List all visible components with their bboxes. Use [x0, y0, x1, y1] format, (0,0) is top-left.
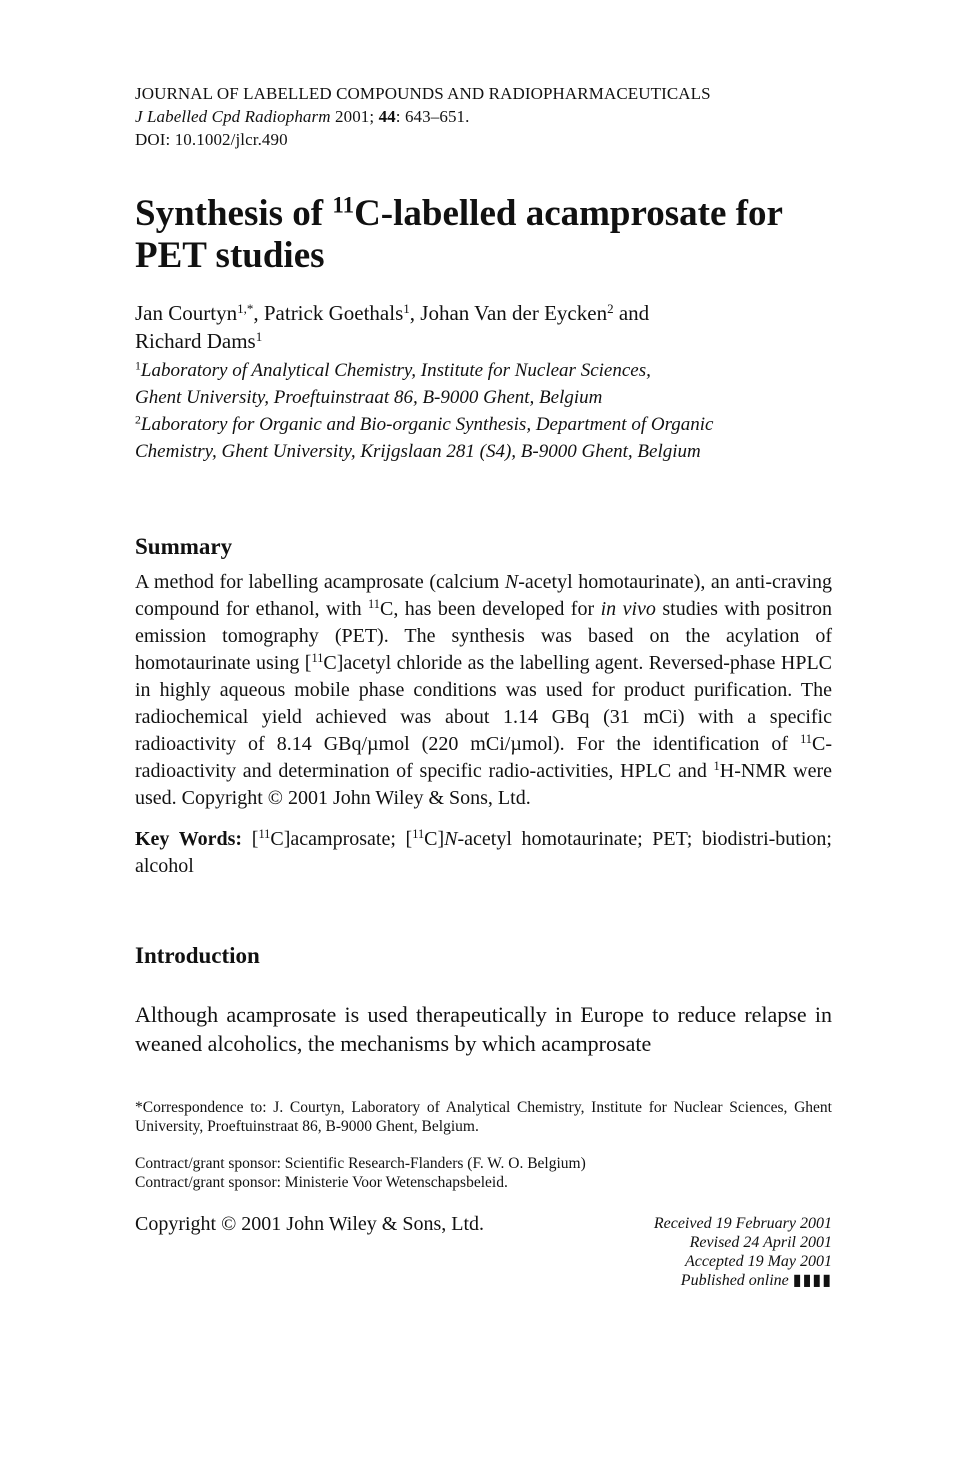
article-title — [135, 193, 832, 277]
published-marker: ▮▮▮▮ — [792, 1272, 832, 1289]
keywords — [135, 826, 832, 880]
affiliation-1-sup: 1 — [135, 359, 141, 373]
correspondence-note: *Correspondence to: J. Courtyn, Laboratory of Analytical Chemistry, Institute for Nuclear Sciences, Ghent University, Proeftuinstraat 86, B-9000 Ghent, Belgium. — [135, 1099, 832, 1135]
author-4: Richard Dams — [135, 329, 256, 353]
citation-pages: : 643–651. — [395, 107, 470, 126]
summary-sup: 1 — [713, 759, 720, 774]
summary-text — [135, 569, 832, 812]
keyword-seg: C] — [424, 828, 445, 850]
summary-seg: studies with positron emission tomography (PET). The synthesis was based on the acylation of homotaurinate using [ — [135, 598, 832, 674]
sponsor-note-2: Contract/grant sponsor: Ministerie Voor Wetenschapsbeleid. — [135, 1174, 508, 1191]
author-4-sup: 1 — [255, 328, 263, 344]
affiliation-2-line1: Laboratory for Organic and Bio-organic Synthesis, Department of Organic — [140, 414, 714, 435]
summary-seg: C-radioactivity and determination of specific radio-activities, HPLC and — [135, 733, 832, 782]
journal-name: JOURNAL OF LABELLED COMPOUNDS AND RADIOPHARMACEUTICALS — [135, 84, 711, 103]
citation-volume: 44 — [378, 107, 396, 126]
keyword-seg: -acetyl homotaurinate; PET; biodistri-bution; alcohol — [135, 828, 832, 877]
summary-sup: 11 — [311, 651, 324, 666]
summary-seg: -acetyl homotaurinate), an anti-craving compound for ethanol, with — [135, 571, 832, 620]
summary-seg: A method for labelling acamprosate (calcium — [135, 571, 505, 593]
published-label: Published online — [680, 1272, 793, 1289]
title-sup: 11 — [332, 192, 355, 218]
summary-seg-italic: N — [504, 571, 519, 593]
keyword-seg-italic: N — [444, 828, 458, 850]
footnotes — [135, 1098, 832, 1192]
keyword-sup: 11 — [258, 827, 271, 842]
affiliation-2-sup: 2 — [135, 413, 141, 427]
introduction-text: Although acamprosate is used therapeutically in Europe to reduce relapse in weaned alcoholics, the mechanisms by which acamprosate — [135, 1002, 832, 1056]
page-footer — [135, 1212, 832, 1302]
copyright: Copyright © 2001 John Wiley & Sons, Ltd. — [135, 1213, 485, 1235]
title-part1: Synthesis of — [135, 193, 333, 234]
summary-seg: H-NMR were used. Copyright © 2001 John Wiley & Sons, Ltd. — [135, 760, 832, 809]
received-date: Received 19 February 2001 — [653, 1215, 832, 1232]
author-1-sup: 1,* — [237, 300, 254, 316]
summary-heading: Summary — [135, 534, 233, 559]
summary-seg: C, has been developed for — [379, 598, 601, 620]
author-and: and — [613, 301, 650, 325]
citation — [135, 105, 832, 128]
author-3: , Johan Van der Eycken — [409, 301, 608, 325]
revised-date: Revised 24 April 2001 — [689, 1234, 832, 1251]
title-line2: PET studies — [135, 235, 325, 276]
citation-journal: J Labelled Cpd Radiopharm — [135, 107, 331, 126]
published-online — [654, 1271, 832, 1290]
keywords-label: Key Words: — [135, 828, 243, 850]
summary-sup: 11 — [800, 732, 812, 747]
affiliations — [135, 357, 832, 465]
doi: DOI: 10.1002/jlcr.490 — [135, 130, 288, 149]
summary-seg: C]acetyl chloride as the labelling agent. Reversed-phase HPLC in highly aqueous mobile phase conditions was used for product purification. The radiochemical yield achieved was about 1.14 GBq (31 mCi) with a specific radioactivity of 8.14 GBq/µmol (220 mCi/µmol). For the identification of — [135, 652, 833, 755]
author-2-sup: 1 — [403, 300, 410, 316]
author-list — [135, 299, 832, 355]
publication-dates — [654, 1214, 832, 1290]
journal-header — [135, 82, 832, 151]
affiliation-1-line2: Ghent University, Proeftuinstraat 86, B-9000 Ghent, Belgium — [135, 387, 603, 408]
affiliation-1 — [135, 357, 832, 411]
citation-year: 2001; — [330, 107, 379, 126]
introduction-heading: Introduction — [135, 943, 260, 968]
accepted-date: Accepted 19 May 2001 — [684, 1253, 832, 1270]
summary-seg-italic: in vivo — [600, 598, 656, 620]
keyword-seg: C]acamprosate; [ — [270, 828, 413, 850]
author-3-sup: 2 — [607, 300, 614, 316]
author-2: , Patrick Goethals — [253, 301, 404, 325]
keyword-sup: 11 — [412, 827, 425, 842]
affiliation-1-line1: Laboratory of Analytical Chemistry, Institute for Nuclear Sciences, — [140, 360, 651, 381]
summary-sup: 11 — [368, 597, 380, 612]
affiliation-2-line2: Chemistry, Ghent University, Krijgslaan 281 (S4), B-9000 Ghent, Belgium — [135, 441, 701, 462]
affiliation-2 — [135, 411, 832, 465]
keyword-seg: [ — [242, 828, 259, 850]
author-1: Jan Courtyn — [135, 301, 238, 325]
title-part2: C-labelled acamprosate for — [354, 193, 783, 234]
sponsor-note-1: Contract/grant sponsor: Scientific Research-Flanders (F. W. O. Belgium) — [135, 1155, 586, 1172]
article-page — [135, 82, 832, 1302]
